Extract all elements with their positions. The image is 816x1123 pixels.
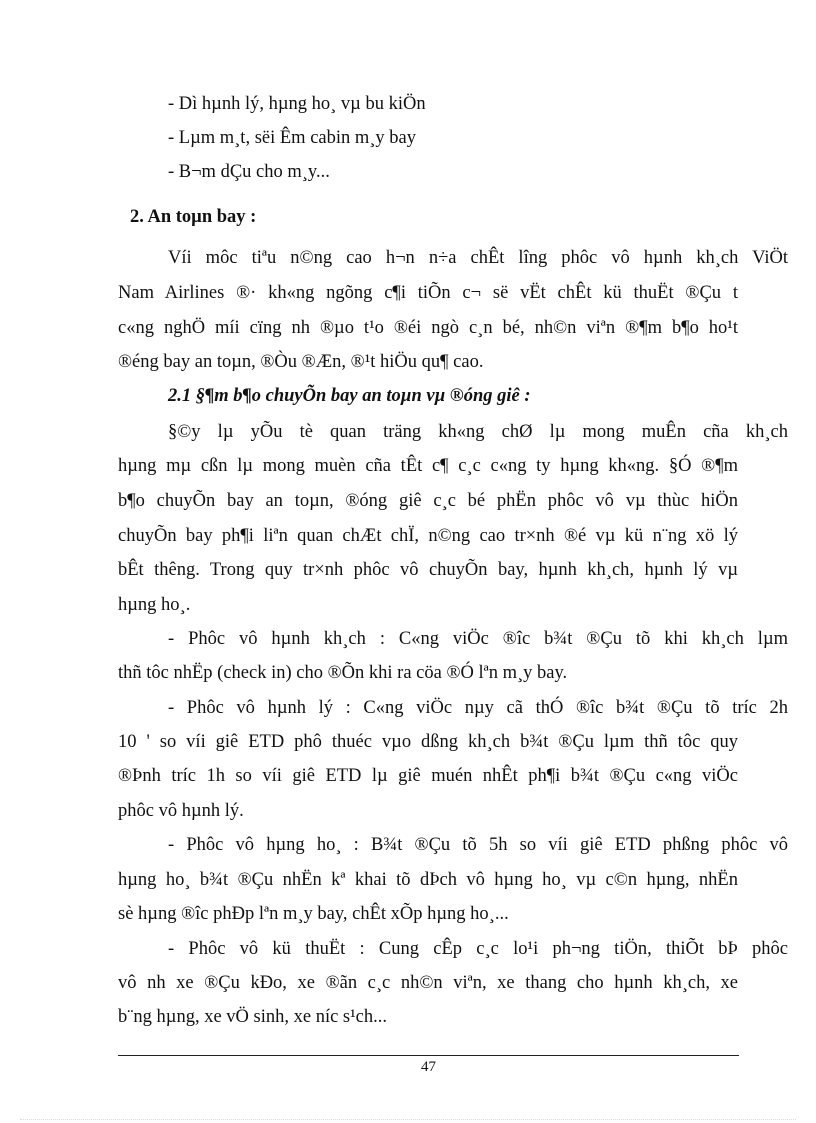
bullet-line: - Phôc vô hµnh lý : C«ng viÖc nµy cã thÓ ®îc b¾t ®Çu tõ tríc 2h — [168, 698, 788, 718]
page-bottom-dotted-border — [20, 1119, 796, 1120]
paragraph-line: chuyÕn bay ph¶i liªn quan chÆt chÏ, n©ng cao tr×nh ®é vµ kü n¨ng xö lý — [118, 526, 738, 546]
paragraph-line: ®Þnh tríc 1h so víi giê ETD lµ giê muén nhÊt ph¶i b¾t ®Çu c«ng viÖc — [118, 766, 738, 786]
paragraph-line: hµng ho¸ b¾t ®Çu nhËn kª khai tõ dÞch vô hµng ho¸ vµ c©n hµng, nhËn — [118, 870, 738, 890]
paragraph-line: hµng ho¸. — [118, 595, 191, 615]
bullet-line: - Lµm m¸t, sëi Êm cabin m¸y bay — [168, 128, 417, 148]
bullet-line: - Phôc vô hµng ho¸ : B¾t ®Çu tõ 5h so víi giê ETD phßng phôc vô — [168, 835, 788, 855]
paragraph-line: phôc vô hµnh lý. — [118, 801, 244, 821]
paragraph-line: bÊt thêng. Trong quy tr×nh phôc vô chuyÕn bay, hµnh kh¸ch, hµnh lý vµ — [118, 560, 738, 580]
bullet-line: - Phôc vô hµnh kh¸ch : C«ng viÖc ®îc b¾t ®Çu tõ khi kh¸ch lµm — [168, 629, 788, 649]
paragraph-line: Víi môc tiªu n©ng cao h¬n n÷a chÊt lîng phôc vô hµnh kh¸ch ViÖt — [168, 248, 788, 268]
subsection-heading: 2.1 §¶m b¶o chuyÕn bay an toµn vµ ®óng giê : — [168, 386, 531, 406]
paragraph-line: sè hµng ®îc phÐp lªn m¸y bay, chÊt xÕp hµng ho¸... — [118, 904, 509, 924]
paragraph-line: 10 ' so víi giê ETD phô thuéc vµo dßng kh¸ch b¾t ®Çu lµm thñ tôc quy — [118, 732, 738, 752]
paragraph-line: c«ng nghÖ míi cïng nh ®µo t¹o ®éi ngò c¸n bé, nh©n viªn ®¶m b¶o ho¹t — [118, 318, 738, 338]
page-number: 47 — [421, 1059, 436, 1075]
paragraph-line: §©y lµ yÕu tè quan träng kh«ng chØ lµ mong muÊn cña kh¸ch — [168, 422, 788, 442]
paragraph-line: Nam Airlines ®· kh«ng ngõng c¶i tiÕn c¬ së vËt chÊt kü thuËt ®Çu t — [118, 283, 738, 303]
paragraph-line: hµng mµ cßn lµ mong muèn cña tÊt c¶ c¸c c«ng ty hµng kh«ng. §Ó ®¶m — [118, 456, 738, 476]
footer-rule — [118, 1055, 739, 1056]
bullet-line: - Dì hµnh lý, hµng ho¸ vµ bu kiÖn — [168, 94, 426, 114]
bullet-line: - Phôc vô kü thuËt : Cung cÊp c¸c lo¹i ph¬ng tiÖn, thiÕt bÞ phôc — [168, 939, 788, 959]
paragraph-line: vô nh xe ®Çu kÐo, xe ®ãn c¸c nh©n viªn, xe thang cho hµnh kh¸ch, xe — [118, 973, 738, 993]
section-heading: 2. An toµn bay : — [130, 207, 257, 227]
paragraph-line: ®éng bay an toµn, ®Òu ®Æn, ®¹t hiÖu qu¶ cao. — [118, 352, 484, 372]
paragraph-line: thñ tôc nhËp (check in) cho ®Õn khi ra cöa ®Ó lªn m¸y bay. — [118, 663, 568, 683]
paragraph-line: b¨ng hµng, xe vÖ sinh, xe níc s¹ch... — [118, 1007, 387, 1027]
bullet-line: - B¬m dÇu cho m¸y... — [168, 162, 330, 182]
paragraph-line: b¶o chuyÕn bay an toµn, ®óng giê c¸c bé phËn phôc vô vµ thùc hiÖn — [118, 491, 738, 511]
